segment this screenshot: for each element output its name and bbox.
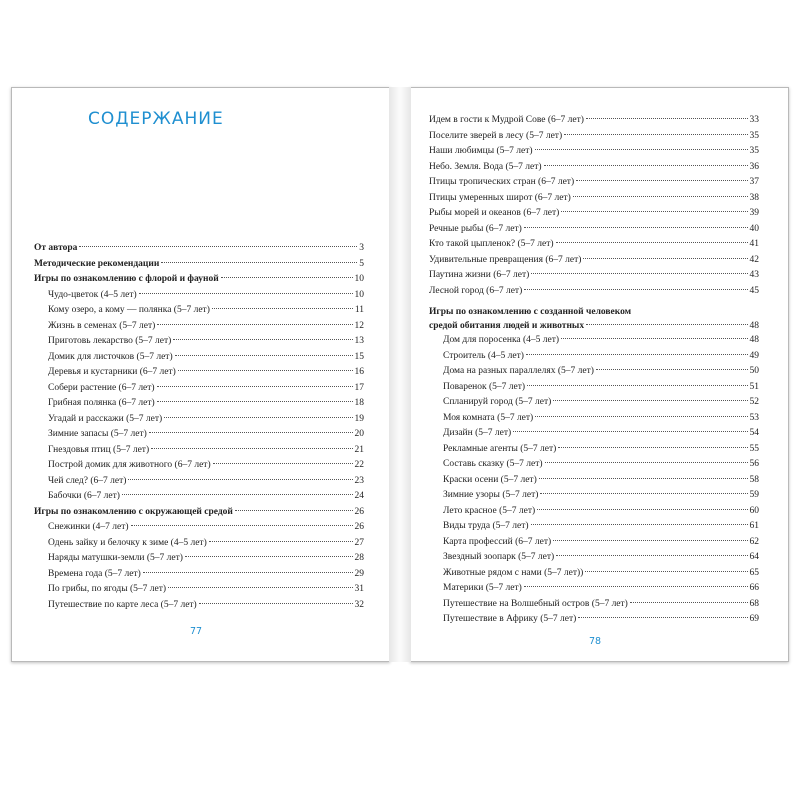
toc-row[interactable] (429, 457, 759, 473)
toc-entry-title: Приготовь лекарство (5–7 лет) (48, 336, 172, 346)
toc-entry-title: Краски осени (5–7 лет) (443, 474, 537, 485)
toc-page-number: 69 (749, 614, 759, 624)
toc-row[interactable] (429, 364, 759, 380)
toc-entry-title: Времена года (5–7 лет) (48, 568, 141, 579)
toc-row[interactable] (429, 319, 759, 333)
toc-entry-title: Путешествие на Волшебный остров (5–7 лет) (443, 598, 628, 609)
leader-dots (173, 339, 352, 340)
toc-page-number: 20 (354, 429, 364, 439)
toc-right-bottom-list (429, 333, 759, 628)
toc-page-number: 43 (749, 270, 759, 280)
toc-page-number: 45 (749, 285, 759, 296)
toc-entry-title: Дома на разных параллелях (5–7 лет) (443, 366, 594, 376)
leader-dots (526, 354, 748, 355)
toc-page-number: 26 (354, 506, 364, 517)
toc-row[interactable] (34, 396, 364, 412)
toc-page-number: 52 (749, 397, 759, 407)
toc-row[interactable] (34, 536, 364, 552)
leader-dots (131, 525, 353, 526)
toc-page-number: 42 (749, 254, 759, 265)
leader-dots (537, 509, 747, 510)
toc-entry-title: Чудо-цветок (4–5 лет) (48, 289, 137, 300)
toc-row[interactable] (34, 303, 364, 319)
leader-dots (178, 370, 353, 371)
leader-dots (143, 572, 353, 573)
toc-row[interactable] (429, 597, 759, 613)
leader-dots (531, 524, 748, 525)
toc-entry-title: Речные рыбы (6–7 лет) (429, 223, 522, 234)
toc-page-number: 48 (749, 321, 759, 331)
toc-page-number: 66 (749, 583, 759, 593)
toc-row[interactable] (429, 519, 759, 535)
leader-dots (161, 262, 357, 263)
toc-row[interactable] (34, 489, 364, 505)
toc-entry-title: Кто такой цыпленок? (5–7 лет) (429, 239, 554, 249)
toc-row[interactable] (34, 334, 364, 350)
toc-page-number: 64 (749, 552, 759, 562)
toc-page-number: 24 (354, 491, 364, 501)
toc-page-number: 26 (354, 522, 364, 532)
page-title: СОДЕРЖАНИЕ (88, 109, 224, 129)
toc-page-number: 39 (749, 208, 759, 218)
leader-dots (149, 432, 353, 433)
toc-entry-title: Дом для поросенка (4–5 лет) (443, 335, 560, 345)
toc-entry-title: Чей след? (6–7 лет) (48, 475, 127, 486)
toc-entry-title: Путешествие в Африку (5–7 лет) (443, 614, 577, 624)
toc-row[interactable] (34, 551, 364, 567)
toc-page-number: 36 (749, 161, 759, 172)
leader-dots (209, 541, 353, 542)
toc-section-heading (429, 305, 759, 333)
leader-dots (527, 385, 747, 386)
page-number-left: 77 (190, 626, 203, 637)
toc-page-number: 11 (354, 305, 364, 315)
toc-entry-title: Птицы тропических стран (6–7 лет) (429, 177, 575, 187)
toc-entry-title: Построй домик для животного (6–7 лет) (48, 460, 211, 470)
toc-entry-title: Поваренок (5–7 лет) (443, 381, 526, 392)
toc-row[interactable] (429, 268, 759, 284)
leader-dots (221, 277, 353, 278)
leader-dots (79, 246, 357, 247)
leader-dots (558, 447, 747, 448)
toc-page-number: 51 (749, 381, 759, 392)
toc-entry-title: Деревья и кустарники (6–7 лет) (48, 367, 176, 377)
leader-dots (583, 258, 747, 259)
toc-page-number: 21 (354, 444, 364, 455)
toc-entry-title: Домик для листочков (5–7 лет) (48, 351, 173, 362)
toc-row[interactable] (429, 222, 759, 238)
toc-row[interactable] (34, 427, 364, 443)
leader-dots (540, 493, 747, 494)
leader-dots (544, 165, 748, 166)
leader-dots (564, 134, 747, 135)
leader-dots (185, 556, 353, 557)
book-spine (389, 87, 411, 662)
leader-dots (151, 448, 352, 449)
toc-entry-title: Угадай и расскажи (5–7 лет) (48, 413, 163, 424)
leader-dots (596, 369, 748, 370)
toc-row[interactable] (429, 488, 759, 504)
toc-page-number: 18 (354, 398, 364, 408)
toc-row[interactable] (34, 520, 364, 536)
toc-row[interactable] (34, 505, 364, 521)
toc-entry-title: Спланируй город (5–7 лет) (443, 397, 552, 407)
toc-page-number: 37 (749, 177, 759, 187)
toc-row[interactable] (429, 191, 759, 207)
toc-page-number: 29 (354, 568, 364, 579)
toc-page-number: 49 (749, 350, 759, 361)
leader-dots (524, 289, 747, 290)
toc-page-number: 55 (749, 443, 759, 454)
toc-row[interactable] (429, 349, 759, 365)
toc-entry-title: Кому озеро, а кому — полянка (5–7 лет) (48, 305, 210, 315)
leader-dots (573, 196, 748, 197)
leader-dots (561, 211, 747, 212)
leader-dots (168, 587, 352, 588)
toc-entry-title: Звездный зоопарк (5–7 лет) (443, 552, 555, 562)
toc-entry-title: Наряды матушки-земли (5–7 лет) (48, 553, 183, 563)
leader-dots (553, 400, 747, 401)
toc-row[interactable] (34, 474, 364, 490)
toc-page-number: 27 (354, 537, 364, 548)
leader-dots (157, 401, 353, 402)
toc-row[interactable] (34, 567, 364, 583)
toc-entry-title: Идем в гости к Мудрой Сове (6–7 лет) (429, 115, 584, 125)
toc-entry-title: Карта профессий (6–7 лет) (443, 536, 552, 547)
toc-row[interactable] (34, 458, 364, 474)
toc-entry-title: Собери растение (6–7 лет) (48, 382, 155, 393)
toc-entry-title: Удивительные превращения (6–7 лет) (429, 254, 582, 265)
leader-dots (122, 494, 353, 495)
toc-row[interactable] (429, 395, 759, 411)
leader-dots (578, 617, 747, 618)
toc-page-number: 12 (354, 320, 364, 331)
toc-row[interactable] (34, 288, 364, 304)
leader-dots (213, 463, 353, 464)
leader-dots (531, 273, 747, 274)
toc-entry-title: Материки (5–7 лет) (443, 583, 522, 593)
toc-row[interactable] (34, 443, 364, 459)
toc-section-heading-line2: средой обитания людей и животных (429, 321, 585, 331)
leader-dots (561, 338, 747, 339)
leader-dots (128, 479, 352, 480)
toc-row[interactable] (429, 535, 759, 551)
toc-entry-title: Путешествие по карте леса (5–7 лет) (48, 599, 197, 610)
leader-dots (535, 416, 747, 417)
toc-row[interactable] (429, 333, 759, 349)
toc-page-number: 22 (354, 460, 364, 470)
leader-dots (576, 180, 747, 181)
toc-page-number: 33 (749, 115, 759, 125)
leader-dots (199, 603, 353, 604)
toc-page-number: 54 (749, 428, 759, 438)
toc-row[interactable] (429, 380, 759, 396)
toc-page-number: 62 (749, 536, 759, 547)
toc-entry-title: Одень зайку и белочку к зиме (4–5 лет) (48, 537, 207, 548)
toc-entry-title: Игры по ознакомлению с флорой и фауной (34, 274, 219, 284)
toc-row[interactable] (429, 253, 759, 269)
toc-entry-title: От автора (34, 243, 78, 253)
leader-dots (164, 417, 352, 418)
toc-page-number: 19 (354, 413, 364, 424)
toc-entry-title: Рекламные агенты (5–7 лет) (443, 443, 557, 454)
toc-entry-title: Паутина жизни (6–7 лет) (429, 270, 530, 280)
toc-page-number: 31 (354, 584, 364, 594)
toc-page-number: 61 (749, 521, 759, 531)
toc-row[interactable] (429, 581, 759, 597)
leader-dots (157, 386, 353, 387)
leader-dots (545, 462, 748, 463)
toc-row[interactable] (429, 426, 759, 442)
toc-entry-title: Строитель (4–5 лет) (443, 350, 524, 361)
toc-entry-title: Виды труда (5–7 лет) (443, 521, 529, 531)
toc-page-number: 68 (749, 598, 759, 609)
toc-page-number: 35 (749, 130, 759, 141)
toc-entry-title: Методические рекомендации (34, 258, 160, 269)
toc-page-number: 60 (749, 505, 759, 516)
leader-dots (212, 308, 353, 309)
leader-dots (553, 540, 747, 541)
toc-page-number: 58 (749, 474, 759, 485)
toc-page-number: 10 (354, 274, 364, 284)
toc-row[interactable] (429, 206, 759, 222)
toc-page-number: 17 (354, 382, 364, 393)
leader-dots (539, 478, 748, 479)
toc-entry-title: По грибы, по ягоды (5–7 лет) (48, 584, 167, 594)
toc-page-number: 32 (354, 599, 364, 610)
toc-page-number: 28 (354, 553, 364, 563)
toc-page-number: 56 (749, 459, 759, 469)
toc-row[interactable] (34, 381, 364, 397)
toc-entry-title: Бабочки (6–7 лет) (48, 491, 120, 501)
toc-page-number: 3 (359, 243, 364, 253)
toc-row[interactable] (429, 113, 759, 129)
toc-row[interactable] (429, 175, 759, 191)
toc-page-number: 41 (749, 239, 759, 249)
toc-entry-title: Грибная полянка (6–7 лет) (48, 398, 155, 408)
toc-entry-title: Зимние узоры (5–7 лет) (443, 490, 539, 500)
toc-entry-title: Игры по ознакомлению с окружающей средой (34, 506, 233, 517)
toc-row[interactable] (429, 550, 759, 566)
toc-page-number: 15 (354, 351, 364, 362)
toc-row[interactable] (34, 350, 364, 366)
leader-dots (175, 355, 353, 356)
toc-entry-title: Небо. Земля. Вода (5–7 лет) (429, 161, 542, 172)
toc-page-number: 23 (354, 475, 364, 486)
toc-entry-title: Гнездовья птиц (5–7 лет) (48, 444, 150, 455)
toc-entry-title: Рыбы морей и океанов (6–7 лет) (429, 208, 560, 218)
leader-dots (535, 149, 748, 150)
leader-dots (157, 324, 352, 325)
toc-row[interactable] (429, 144, 759, 160)
toc-row[interactable] (429, 612, 759, 628)
toc-page-number: 5 (359, 258, 364, 269)
toc-page-number: 48 (749, 335, 759, 345)
toc-entry-title: Дизайн (5–7 лет) (443, 428, 512, 438)
toc-row[interactable] (429, 411, 759, 427)
toc-page-number: 35 (749, 146, 759, 156)
toc-row[interactable] (34, 319, 364, 335)
toc-entry-title: Снежинки (4–7 лет) (48, 522, 129, 532)
leader-dots (556, 555, 747, 556)
toc-row[interactable] (429, 160, 759, 176)
toc-page-number: 53 (749, 412, 759, 423)
toc-entry-title: Зимние запасы (5–7 лет) (48, 429, 147, 439)
toc-row[interactable] (429, 504, 759, 520)
toc-row[interactable] (34, 412, 364, 428)
leader-dots (586, 324, 747, 325)
toc-row[interactable] (34, 582, 364, 598)
toc-row[interactable] (429, 566, 759, 582)
toc-row[interactable] (34, 241, 364, 257)
toc-right-top-list (429, 113, 759, 299)
toc-left-column (34, 241, 364, 613)
toc-row[interactable] (34, 598, 364, 614)
leader-dots (524, 227, 748, 228)
toc-row[interactable] (429, 442, 759, 458)
page-number-right: 78 (589, 636, 602, 647)
leader-dots (630, 602, 748, 603)
toc-row[interactable] (429, 473, 759, 489)
toc-row[interactable] (34, 272, 364, 288)
toc-entry-title: Составь сказку (5–7 лет) (443, 459, 543, 469)
toc-entry-title: Моя комната (5–7 лет) (443, 412, 534, 423)
toc-row[interactable] (34, 365, 364, 381)
toc-row[interactable] (34, 257, 364, 273)
toc-page-number: 65 (749, 567, 759, 578)
toc-entry-title: Жизнь в семенах (5–7 лет) (48, 320, 156, 331)
toc-page-number: 40 (749, 223, 759, 234)
toc-entry-title: Лесной город (6–7 лет) (429, 285, 523, 296)
leader-dots (556, 242, 748, 243)
toc-section-heading-line1: Игры по ознакомлению с созданной человеком (429, 307, 632, 317)
toc-entry-title: Поселите зверей в лесу (5–7 лет) (429, 130, 563, 141)
leader-dots (139, 293, 353, 294)
toc-page-number: 10 (354, 289, 364, 300)
leader-dots (586, 118, 748, 119)
toc-page-number: 50 (749, 366, 759, 376)
toc-right-column (429, 113, 759, 628)
leader-dots (235, 510, 353, 511)
toc-row[interactable] (429, 237, 759, 253)
toc-entry-title: Птицы умеренных широт (6–7 лет) (429, 192, 571, 203)
toc-row[interactable] (429, 284, 759, 300)
toc-entry-title: Наши любимцы (5–7 лет) (429, 146, 533, 156)
toc-page-number: 16 (354, 367, 364, 377)
toc-page-number: 13 (354, 336, 364, 346)
toc-entry-title: Лето красное (5–7 лет) (443, 505, 536, 516)
leader-dots (524, 586, 748, 587)
leader-dots (513, 431, 747, 432)
toc-row[interactable] (429, 129, 759, 145)
toc-page-number: 38 (749, 192, 759, 203)
toc-entry-title: Животные рядом с нами (5–7 лет)) (443, 567, 584, 578)
leader-dots (585, 571, 747, 572)
toc-page-number: 59 (749, 490, 759, 500)
